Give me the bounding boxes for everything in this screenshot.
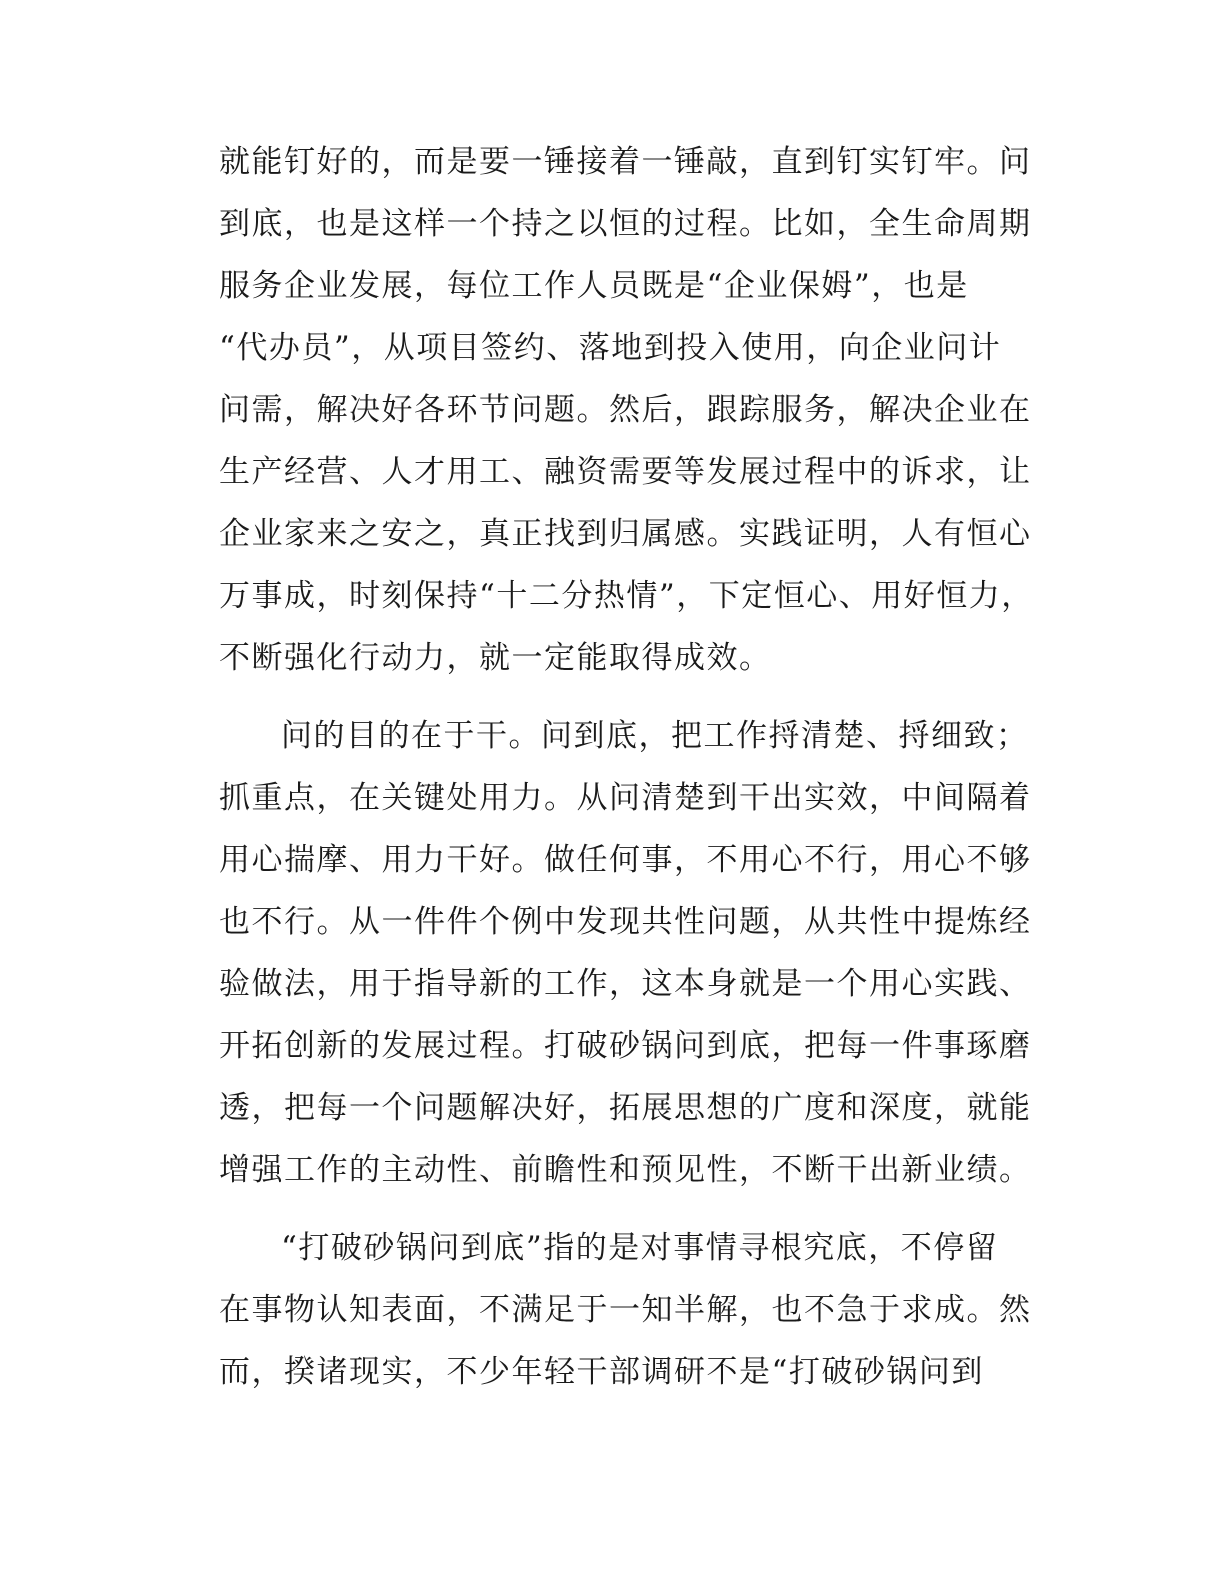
text-line: 抓重点，在关键处用力。从问清楚到干出实效，中间隔着 [219,780,1032,816]
text-line: 生产经营、人才用工、融资需要等发展过程中的诉求，让 [219,454,1032,490]
paragraph-3 [219,1217,1032,1403]
text-line: 增强工作的主动性、前瞻性和预见性，不断干出新业绩。 [219,1152,1032,1188]
text-line: 企业家来之安之，真正找到归属感。实践证明，人有恒心 [219,516,1032,552]
text-line: 到底，也是这样一个持之以恒的过程。比如，全生命周期 [219,206,1032,242]
text-line: 服务企业发展，每位工作人员既是“企业保姆”，也是 [219,268,969,304]
text-line: 也不行。从一件件个例中发现共性问题，从共性中提炼经 [219,904,1032,940]
text-line: 验做法，用于指导新的工作，这本身就是一个用心实践、 [219,966,1032,1002]
text-line: “代办员”，从项目签约、落地到投入使用，向企业问计 [219,330,1002,366]
paragraph-2 [219,705,1032,1201]
body-text [219,131,1034,1403]
text-line-first: 问的目的在于干。问到底，把工作捋清楚、捋细致； [281,718,1029,754]
paragraph-spacer [219,689,1019,705]
text-line-first: “打破砂锅问到底”指的是对事情寻根究底，不停留 [281,1230,999,1266]
text-line: 在事物认知表面，不满足于一知半解，也不急于求成。然 [219,1292,1032,1328]
text-line: 透，把每一个问题解决好，拓展思想的广度和深度，就能 [219,1090,1032,1126]
text-line: 问需，解决好各环节问题。然后，跟踪服务，解决企业在 [219,392,1032,428]
text-line: 用心揣摩、用力干好。做任何事，不用心不行，用心不够 [219,842,1032,878]
paragraph-spacer [219,1201,1019,1217]
text-line: 开拓创新的发展过程。打破砂锅问到底，把每一件事琢磨 [219,1028,1032,1064]
text-line: 而，揆诸现实，不少年轻干部调研不是“打破砂锅问到 [219,1354,984,1390]
paragraph-1 [219,131,1034,689]
text-line: 万事成，时刻保持“十二分热情”，下定恒心、用好恒力， [219,578,1034,614]
text-line: 不断强化行动力，就一定能取得成效。 [219,640,772,676]
text-line: 就能钉好的，而是要一锤接着一锤敲，直到钉实钉牢。问 [219,144,1032,180]
